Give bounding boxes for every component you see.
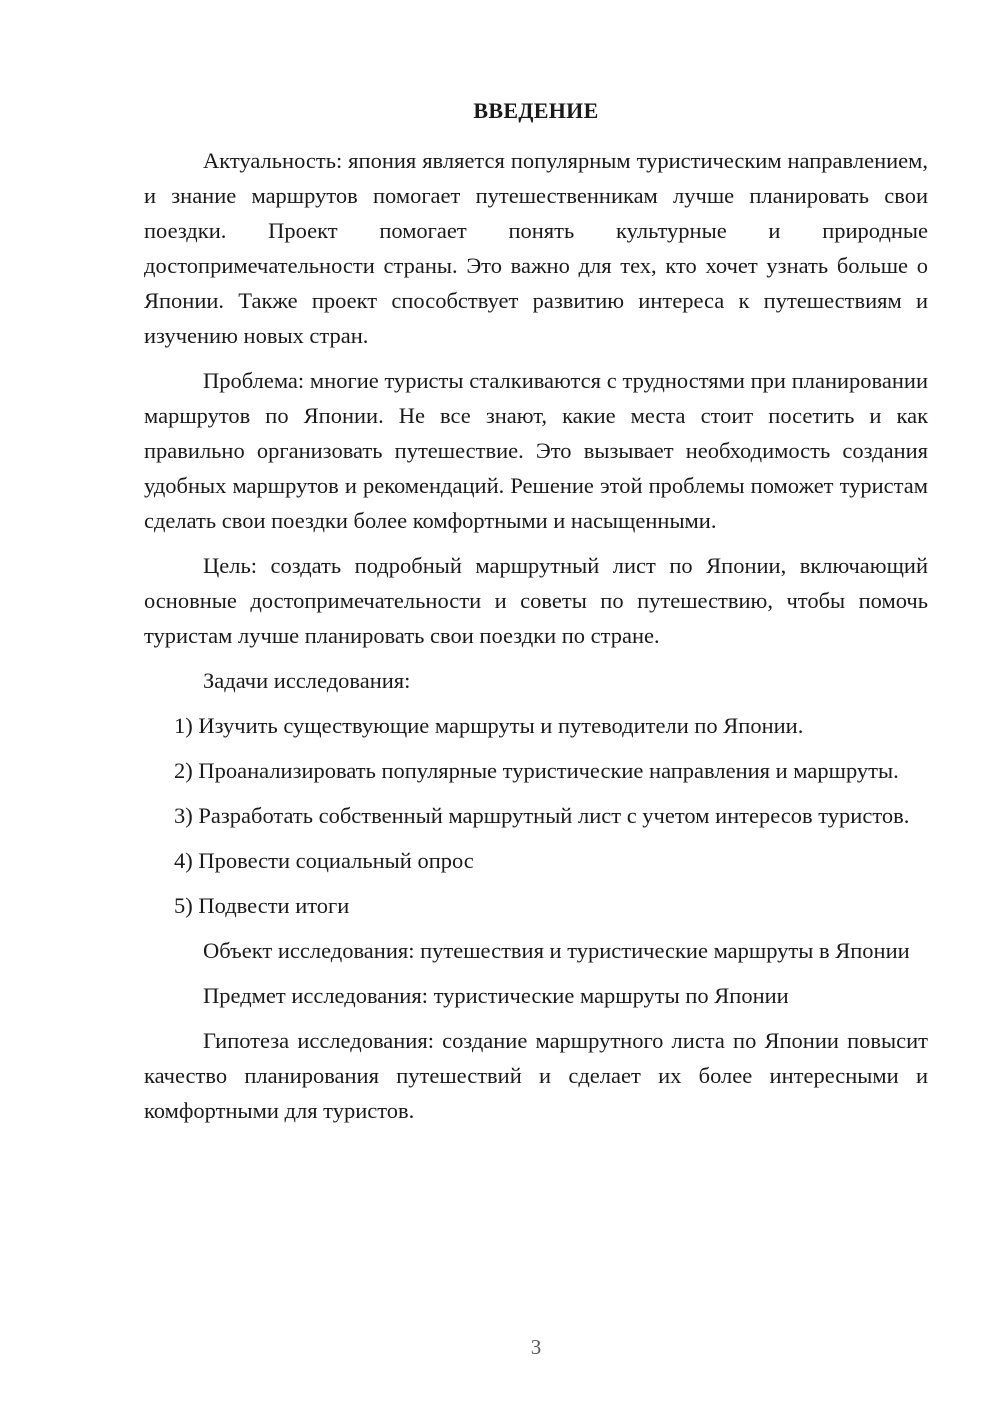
paragraph-tasks-heading: Задачи исследования: <box>203 668 411 693</box>
paragraph-goal: Цель: создать подробный маршрутный лист по Японии, включающий основные достопримечательности и советы по путешествию, чтобы помочь туристам лучше планировать свои поездки по стране. <box>144 553 928 648</box>
paragraph-hypothesis: Гипотеза исследования: создание маршрутного листа по Японии повысит качество планирования путешествий и сделает их более интересными и комфортными для туристов. <box>144 1028 928 1123</box>
document-body <box>144 143 928 1138</box>
task-item-3: 3) Разработать собственный маршрутный лист с учетом интересов туристов. <box>174 803 910 828</box>
task-item-2: 2) Проанализировать популярные туристические направления и маршруты. <box>174 758 899 783</box>
paragraph-problem: Проблема: многие туристы сталкиваются с трудностями при планировании маршрутов по Японии. Не все знают, какие места стоит посетить и как правильно организовать путешествие. Это вызывает необходимость создания удобных маршрутов и рекомендаций. Решение этой проблемы поможет туристам сделать свои поездки более комфортными и насыщенными. <box>144 368 928 533</box>
page-number: 3 <box>530 1335 542 1359</box>
paragraph-object: Объект исследования: путешествия и туристические маршруты в Японии <box>203 938 910 963</box>
section-heading: ВВЕДЕНИЕ <box>473 98 599 123</box>
paragraph-relevance: Актуальность: япония является популярным туристическим направлением, и знание маршрутов помогает путешественникам лучше планировать свои поездки. Проект помогает понять культурные и природные достопримечательности страны. Это важно для тех, кто хочет узнать больше о Японии. Также проект способствует развитию интереса к путешествиям и изучению новых стран. <box>144 148 928 348</box>
task-item-1: 1) Изучить существующие маршруты и путеводители по Японии. <box>174 713 804 738</box>
task-item-4: 4) Провести социальный опрос <box>174 848 474 873</box>
paragraph-subject: Предмет исследования: туристические маршруты по Японии <box>203 983 789 1008</box>
task-item-5: 5) Подвести итоги <box>174 893 350 918</box>
